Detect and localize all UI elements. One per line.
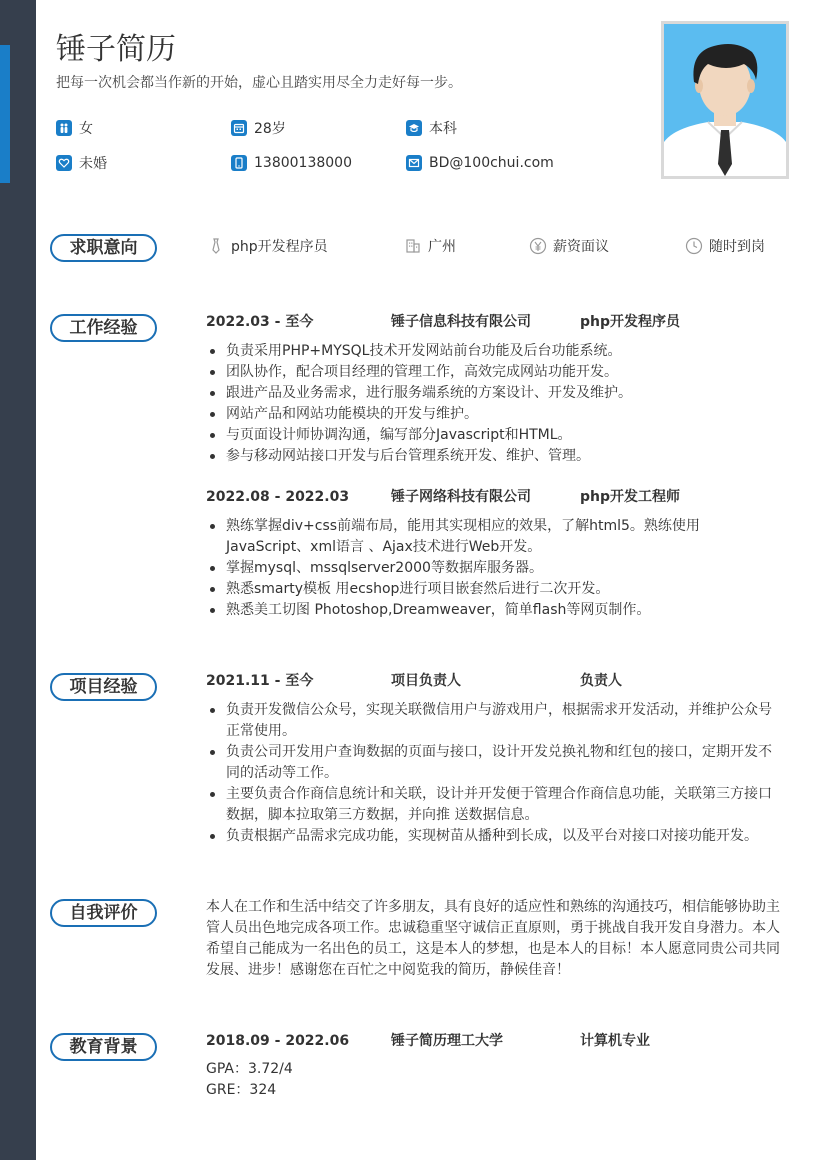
project-name: 项目负责人 — [391, 673, 461, 689]
info-phone — [231, 153, 352, 173]
project-date: 2021.11 - 至今 — [206, 673, 314, 689]
intent-salary — [529, 236, 609, 256]
education-school: 锤子简历理工大学 — [391, 1033, 503, 1049]
list-item: 负责开发微信公众号，实现关联微信用户与游戏用户，根据需求开发活动，并维护公众号正常使用。 — [206, 700, 784, 742]
graduation-cap-icon — [406, 120, 422, 136]
work-entry-2-head — [206, 487, 796, 507]
list-item: 熟悉美工切图 Photoshop,Dreamweaver，简单flash等网页制作。 — [206, 600, 784, 621]
section-title-intent: 求职意向 — [50, 234, 157, 262]
info-degree-value: 本科 — [429, 121, 457, 137]
yen-icon — [529, 237, 547, 255]
list-item: 熟悉smarty模板 用ecshop进行项目嵌套然后进行二次开发。 — [206, 579, 784, 600]
intent-city — [404, 236, 456, 256]
section-title-project: 项目经验 — [50, 673, 157, 701]
work-entry-1-head — [206, 312, 796, 332]
project-entry-head — [206, 671, 796, 691]
work-entry-1-date: 2022.03 - 至今 — [206, 314, 314, 330]
heart-icon — [56, 155, 72, 171]
work-entry-2-company: 锤子网络科技有限公司 — [391, 489, 531, 505]
calendar-icon — [231, 120, 247, 136]
work-entry-1-company: 锤子信息科技有限公司 — [391, 314, 531, 330]
intent-salary-value: 薪资面议 — [553, 239, 609, 255]
intent-availability — [685, 236, 765, 256]
list-item: 熟练掌握div+css前端布局，能用其实现相应的效果，了解html5。熟练使用JavaScript、xml语言 、Ajax技术进行Web开发。 — [206, 516, 784, 558]
section-title-work: 工作经验 — [50, 314, 157, 342]
list-item: 掌握mysql、mssqlserver2000等数据库服务器。 — [206, 558, 784, 579]
email-icon — [406, 155, 422, 171]
clock-icon — [685, 237, 703, 255]
education-gre: GRE：324 — [206, 1082, 277, 1098]
work-entry-1-role: php开发程序员 — [580, 314, 681, 330]
info-gender — [56, 118, 93, 138]
list-item: 参与移动网站接口开发与后台管理系统开发、维护、管理。 — [206, 446, 784, 467]
work-entry-1-duties — [206, 341, 784, 467]
intent-position-value: php开发程序员 — [231, 239, 328, 255]
intent-position — [207, 236, 328, 256]
info-gender-value: 女 — [79, 121, 93, 137]
info-phone-value: 13800138000 — [254, 155, 352, 171]
work-entry-2-date: 2022.08 - 2022.03 — [206, 489, 350, 505]
list-item: 负责公司开发用户查询数据的页面与接口，设计开发兑换礼物和红包的接口，定期开发不同的活动等工作。 — [206, 742, 784, 784]
avatar-illustration — [664, 24, 786, 176]
project-duties — [206, 700, 784, 847]
list-item: 网站产品和网站功能模块的开发与维护。 — [206, 404, 784, 425]
info-email — [406, 153, 554, 173]
list-item: 团队协作，配合项目经理的管理工作，高效完成网站功能开发。 — [206, 362, 784, 383]
info-marital-value: 未婚 — [79, 156, 107, 172]
section-title-self: 自我评价 — [50, 899, 157, 927]
info-marital — [56, 153, 107, 173]
section-title-education: 教育背景 — [50, 1033, 157, 1061]
resume-name: 锤子简历 — [56, 32, 176, 67]
education-gpa: GPA：3.72/4 — [206, 1061, 293, 1077]
list-item: 负责采用PHP+MYSQL技术开发网站前台功能及后台功能系统。 — [206, 341, 784, 362]
resume-motto: 把每一次机会都当作新的开始，虚心且踏实用尽全力走好每一步。 — [56, 75, 462, 91]
left-accent-bar — [0, 45, 10, 183]
tie-icon — [207, 237, 225, 255]
info-degree — [406, 118, 457, 138]
phone-icon — [231, 155, 247, 171]
intent-city-value: 广州 — [428, 239, 456, 255]
list-item: 主要负责合作商信息统计和关联，设计并开发便于管理合作商信息功能，关联第三方接口数据，脚本拉取第三方数据，并向推 送数据信息。 — [206, 784, 784, 826]
project-role: 负责人 — [580, 673, 622, 689]
work-entry-2-role: php开发工程师 — [580, 489, 681, 505]
info-age — [231, 118, 286, 138]
info-age-value: 28岁 — [254, 121, 286, 137]
building-icon — [404, 237, 422, 255]
self-evaluation-text: 本人在工作和生活中结交了许多朋友，具有良好的适应性和熟练的沟通技巧，相信能够协助主管人员出色地完成各项工作。忠诚稳重坚守诚信正直原则，勇于挑战自我开发自身潜力。本人希望自己能成为一名出色的员工，这是本人的梦想，也是本人的目标！本人愿意同贵公司共同发展、进步！感谢您在百忙之中阅览我的简历，静候佳音！ — [206, 899, 780, 978]
list-item: 跟进产品及业务需求，进行服务端系统的方案设计、开发及维护。 — [206, 383, 784, 404]
education-date: 2018.09 - 2022.06 — [206, 1033, 350, 1049]
education-major: 计算机专业 — [580, 1033, 650, 1049]
info-email-value: BD@100chui.com — [429, 155, 554, 171]
intent-availability-value: 随时到岗 — [709, 239, 765, 255]
education-entry-head — [206, 1031, 796, 1051]
work-entry-2-duties — [206, 516, 784, 621]
profile-photo — [661, 21, 789, 179]
list-item: 与页面设计师协调沟通，编写部分Javascript和HTML。 — [206, 425, 784, 446]
gender-icon — [56, 120, 72, 136]
list-item: 负责根据产品需求完成功能，实现树苗从播种到长成，以及平台对接口对接功能开发。 — [206, 826, 784, 847]
